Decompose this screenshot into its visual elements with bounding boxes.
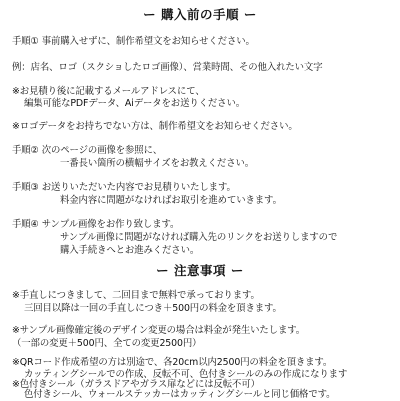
note-color-sticker-text-cont: 色付きシール、ウォールステッカーはカッティングシールと同じ価格です。 <box>24 389 336 400</box>
note-qr-code-text-cont: カッティングシールでの作成、反転不可、色付きシールのみの作成になります <box>24 369 348 380</box>
step-3-text: 手順③ お送りいただいた内容でお見積りいたします。 <box>12 182 236 193</box>
step-4-text-cont-2: 購入手続きへとお進みください。 <box>60 245 200 256</box>
note-revision-text-cont: 三回目以降は一回の手直しにつき＋500円の料金を頂きます。 <box>24 303 282 314</box>
step-4-text: 手順④ サンプル画像をお作り致します。 <box>12 219 180 230</box>
step-3-text-cont: 料金内容に問題がなければお取引を進めていきます。 <box>60 195 282 206</box>
note-design-change-text: ※サンプル画像確定後のデザイン変更の場合は料金が発生いたします。 <box>12 325 306 336</box>
note-email-text-cont: 編集可能なPDFデータ、Aiデータをお送りください。 <box>24 98 245 109</box>
note-design-change-text-cont: （一部の変更＋500円、全ての変更2500円） <box>12 338 202 349</box>
note-qr-code-text: ※QRコード作成希望の方は別途で、各20cm以内2500円の料金を頂きます。 <box>12 357 333 368</box>
note-color-sticker-text: ※色付きシール（ガラスドアやガラス扉などには反転不可） <box>12 379 260 390</box>
section-title-notes: ー 注意事項 ー <box>156 263 244 278</box>
step-2-text-cont: 一番長い箇所の横幅サイズをお教えください。 <box>60 158 255 169</box>
step-1-text: 手順① 事前購入せずに、制作希望文をお知らせください。 <box>12 36 255 47</box>
example-text: 例：店名、ロゴ（スクショしたロゴ画像）、営業時間、その他入れたい文字 <box>12 62 323 73</box>
section-title-purchase-steps: ー 購入前の手順 ー <box>143 7 257 22</box>
step-2-text: 手順② 次のページの画像を参照に、 <box>12 145 163 156</box>
step-4-text-cont: サンプル画像に問題がなければ購入先のリンクをお送りしますので <box>60 232 338 243</box>
note-email-text: ※お見積り後に記載するメールアドレスにて、 <box>12 86 205 97</box>
note-logo-text: ※ロゴデータをお持ちでない方は、制作希望文をお知らせください。 <box>12 121 298 132</box>
note-revision-text: ※手直しにつきまして、二回目まで無料で承っております。 <box>12 290 260 301</box>
